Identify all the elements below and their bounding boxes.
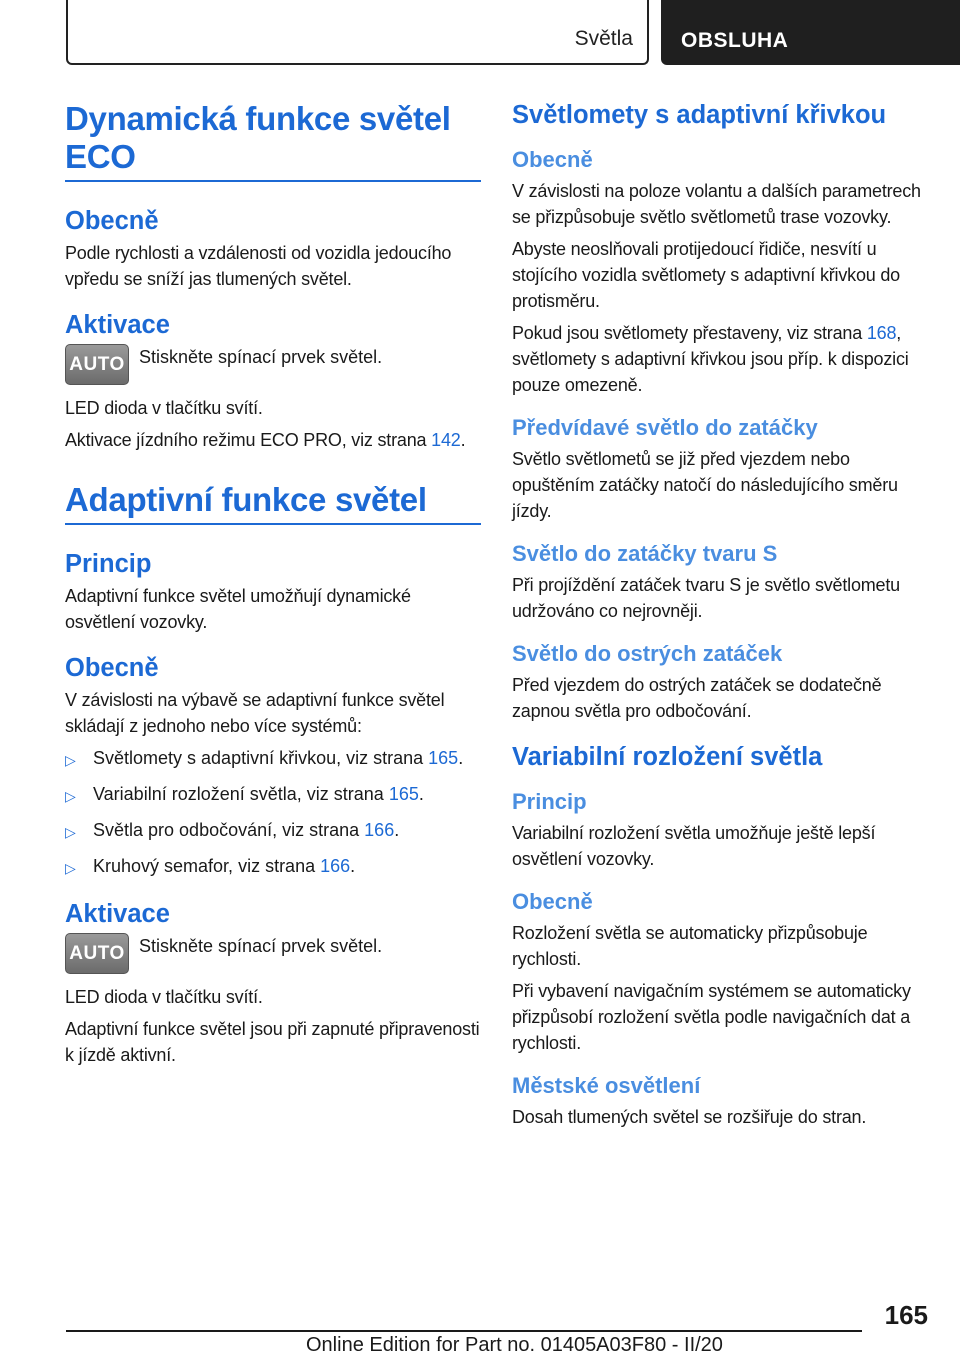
eco-activation-heading: Aktivace: [65, 311, 170, 339]
eco-mode-paragraph: Aktivace jízdního režimu ECO PRO, viz strana 142.: [65, 430, 466, 450]
right-column: [512, 100, 927, 1136]
variable-general-heading: Obecně: [512, 889, 593, 914]
list-item: ▷ Světla pro odbočování, viz strana 166.: [65, 817, 481, 845]
active-text: Adaptivní funkce světel jsou při zapnuté připravenosti k jízdě aktivní.: [65, 1019, 480, 1065]
list-item: ▷ Variabilní rozložení světla, viz strana 165.: [65, 781, 481, 809]
eco-title-block: [65, 100, 481, 182]
chapter-tab: [66, 0, 649, 65]
auto-button-label: AUTO: [69, 942, 125, 964]
activation-heading: Aktivace: [65, 900, 170, 928]
general-text: V závislosti na výbavě se adaptivní funkce světel skládají z jednoho nebo více systémů:: [65, 690, 445, 736]
eco-press-text: Stiskněte spínací prvek světel.: [139, 347, 383, 367]
triangle-bullet-icon: ▷: [65, 824, 76, 840]
variable-text-2: Při vybavení navigačním systémem se automaticky přizpůsobí rozložení světla podle navigačních dat a rychlosti.: [512, 981, 911, 1053]
variable-text-1: Rozložení světla se automaticky přizpůsobuje rychlosti.: [512, 923, 868, 969]
triangle-bullet-icon: ▷: [65, 752, 76, 768]
page-number: 165: [884, 1300, 928, 1330]
eco-led-text: LED dioda v tlačítku svítí.: [65, 398, 263, 418]
s-curve-text: Při projíždění zatáček tvaru S je světlo světlometu udržováno co nejrovněji.: [512, 575, 900, 621]
systems-list: [65, 745, 481, 881]
predictive-text: Světlo světlometů se již před vjezdem nebo opuštěním zatáčky natočí do následujícího směru jízdy.: [512, 449, 898, 521]
edition-text: Online Edition for Part no. 01405A03F80 - II/20: [306, 1334, 723, 1356]
led-text: LED dioda v tlačítku svítí.: [65, 987, 263, 1007]
press-text: Stiskněte spínací prvek světel.: [139, 936, 383, 956]
general-heading: Obecně: [65, 654, 159, 682]
auto-button-label: AUTO: [69, 353, 125, 375]
city-heading: Městské osvětlení: [512, 1073, 701, 1098]
adaptive-title: Adaptivní funkce světel: [65, 481, 427, 518]
eco-title: Dynamická funkce světel ECO: [65, 100, 451, 175]
s-curve-heading: Světlo do zatáčky tvaru S: [512, 541, 778, 566]
chapter-label: Světla: [574, 27, 633, 50]
variable-principle-text: Variabilní rozložení světla umožňuje ještě lepší osvětlení vozovky.: [512, 823, 876, 869]
adaptive-title-block: [65, 481, 481, 525]
city-text: Dosah tlumených světel se rozšiřuje do stran.: [512, 1107, 867, 1127]
auto-row: [65, 933, 481, 974]
predictive-heading: Předvídavé světlo do zatáčky: [512, 415, 818, 440]
triangle-bullet-icon: ▷: [65, 788, 76, 804]
section-label: OBSLUHA: [681, 29, 789, 52]
page-link[interactable]: 166: [364, 820, 395, 840]
footer-divider: [66, 1330, 862, 1332]
sharp-text: Před vjezdem do ostrých zatáček se dodatečně zapnou světla pro odbočování.: [512, 675, 882, 721]
eco-mode-text: Aktivace jízdního režimu ECO PRO, viz strana: [65, 430, 427, 450]
left-column: [65, 100, 481, 1074]
auto-button-icon: [65, 933, 129, 974]
curve-text-2: Abyste neoslňovali protijedoucí řidiče, nesvítí u stojícího vozidla světlomety s adaptivní křivkou do protisměru.: [512, 239, 900, 311]
curve-title: Světlomety s adaptivní křivkou: [512, 101, 887, 129]
variable-principle-heading: Princip: [512, 789, 587, 814]
variable-title: Variabilní rozložení světla: [512, 743, 823, 771]
list-item: ▷ Světlomety s adaptivní křivkou, viz strana 165.: [65, 745, 481, 773]
page-link[interactable]: 166: [320, 856, 351, 876]
page-header: [66, 0, 960, 65]
curve-text-1: V závislosti na poloze volantu a dalších parametrech se přizpůsobuje světlo světlometů trase vozovky.: [512, 181, 921, 227]
triangle-bullet-icon: ▷: [65, 860, 76, 876]
principle-text: Adaptivní funkce světel umožňují dynamické osvětlení vozovky.: [65, 586, 411, 632]
sharp-heading: Světlo do ostrých zatáček: [512, 641, 783, 666]
auto-button-icon: [65, 344, 129, 385]
eco-mode-page-link[interactable]: 142: [431, 430, 461, 450]
page-link[interactable]: 165: [428, 748, 459, 768]
curve-text-3: Pokud jsou světlomety přestaveny, viz strana 168, světlomety s adaptivní křivkou jsou příp. k dispozici pouze omezeně.: [512, 323, 909, 395]
page-link[interactable]: 165: [388, 784, 419, 804]
eco-auto-row: [65, 344, 481, 385]
section-tab: [661, 0, 960, 65]
principle-heading: Princip: [65, 550, 152, 578]
curve-general-heading: Obecně: [512, 147, 593, 172]
eco-general-text: Podle rychlosti a vzdálenosti od vozidla jedoucího vpředu se sníží jas tlumených světel.: [65, 243, 452, 289]
eco-general-heading: Obecně: [65, 207, 159, 235]
page-link[interactable]: 168: [866, 323, 897, 343]
list-item: ▷ Kruhový semafor, viz strana 166.: [65, 853, 481, 881]
